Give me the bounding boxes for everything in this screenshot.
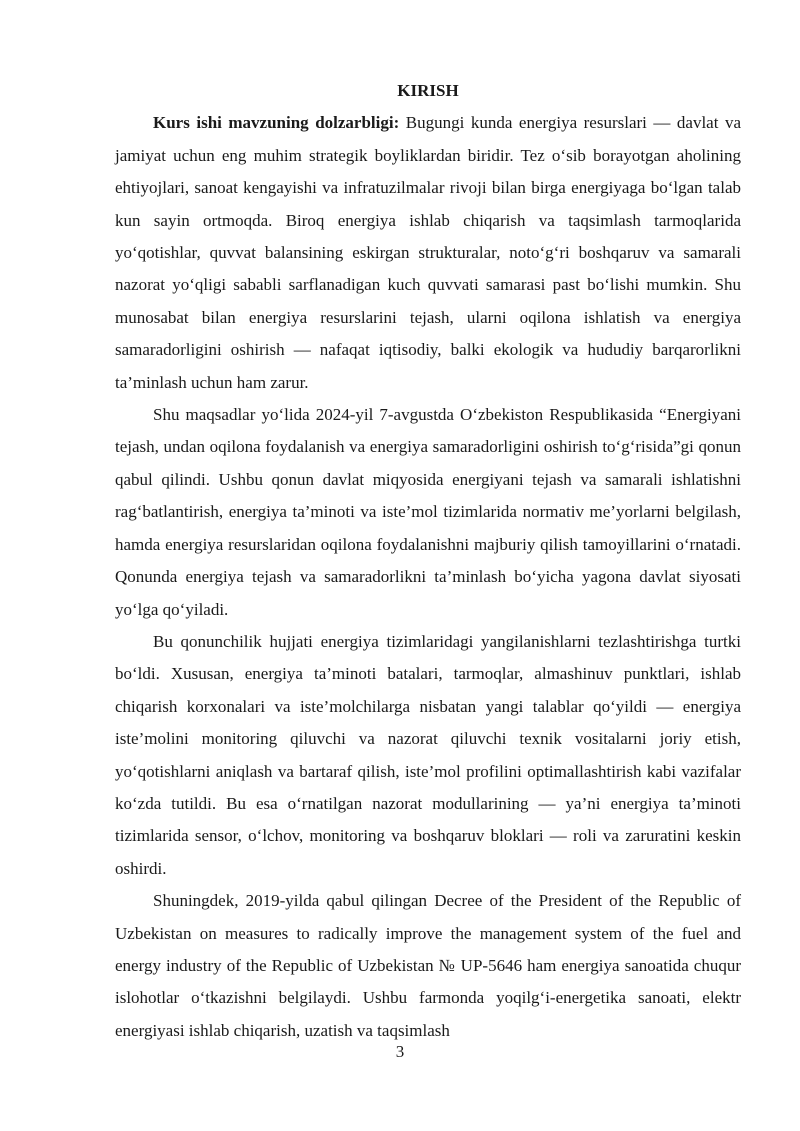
paragraph-decree: Shuningdek, 2019-yilda qabul qilingan Decree of the President of the Republic of Uzbekistan on measures to radically improve the management system of the fuel and energy industry of the Republic of Uzbekistan № UP-5646 ham energiya sanoatida chuqur islohotlar o‘tkazishni belgilaydi. Ushbu farmonda yoqilg‘i-energetika sanoati, elektr energiyasi ishlab chiqarish, uzatish va taqsimlash [115,891,741,1040]
section-heading: KIRISH [397,81,459,100]
page-number: 3 [395,1042,405,1061]
page-body [115,75,741,1047]
paragraph-lead: Kurs ishi mavzuning dolzarbligi: [153,113,400,133]
paragraph-relevance [115,107,741,399]
paragraph-text: Bugungi kunda energiya resurslari — davlat va jamiyat uchun eng muhim strategik boyliklardan biridir. Tez o‘sib borayotgan aholining ehtiyojlari, sanoat kengayishi va infratuzilmalar rivoji bilan birga energiyaga bo‘lgan talab kun sayin ortmoqda. Biroq energiya ishlab chiqarish va taqsimlash tarmoqlarida yo‘qotishlar, quvvat balansining eskirgan strukturalar, noto‘g‘ri boshqaruv va samarali nazorat yo‘qligi sababli sarflanadigan kuch quvvati samarasi past bo‘lishi mumkin. Shu munosabat bilan energiya resurslarini tejash, ularni oqilona ishlatish va energiya samaradorligini oshirish — nafaqat iqtisodiy, balki ekologik va hududiy barqarorlikni ta’minlash uchun ham zarur. [115,113,742,392]
paragraph-legislation-impact: Bu qonunchilik hujjati energiya tizimlaridagi yangilanishlarni tezlashtirishga turtki bo‘ldi. Xususan, energiya ta’minoti batalari, tarmoqlar, almashinuv punktlari, ishlab chiqarish korxonalari va iste’molchilarga nisbatan yangi talablar qo‘yildi — energiya iste’molini monitoring qiluvchi va nazorat qiluvchi texnik vositalarni joriy etish, yo‘qotishlarni aniqlash va bartaraf qilish, iste’mol profilini optimallashtirish kabi vazifalar ko‘zda tutildi. Bu esa o‘rnatilgan nazorat modullarining — ya’ni energiya ta’minoti tizimlarida sensor, o‘lchov, monitoring va boshqaruv bloklari — roli va zaruratini keskin oshirdi. [115,631,741,878]
paragraph-law: Shu maqsadlar yo‘lida 2024-yil 7-avgustda O‘zbekiston Respublikasida “Energiyani tejash, undan oqilona foydalanish va energiya samaradorligini oshirish to‘g‘risida”gi qonun qabul qilindi. Ushbu qonun davlat miqyosida energiyani tejash va samarali ishlatishni rag‘batlantirish, energiya ta’minoti va iste’mol tizimlarida normativ me’yorlarni belgilash, hamda energiya resurslaridan oqilona foydalanishni majburiy qilish tamoyillarini o‘rnatadi. Qonunda energiya tejash va samaradorlikni ta’minlash bo‘yicha yagona davlat siyosati yo‘lga qo‘yiladi. [115,405,741,619]
